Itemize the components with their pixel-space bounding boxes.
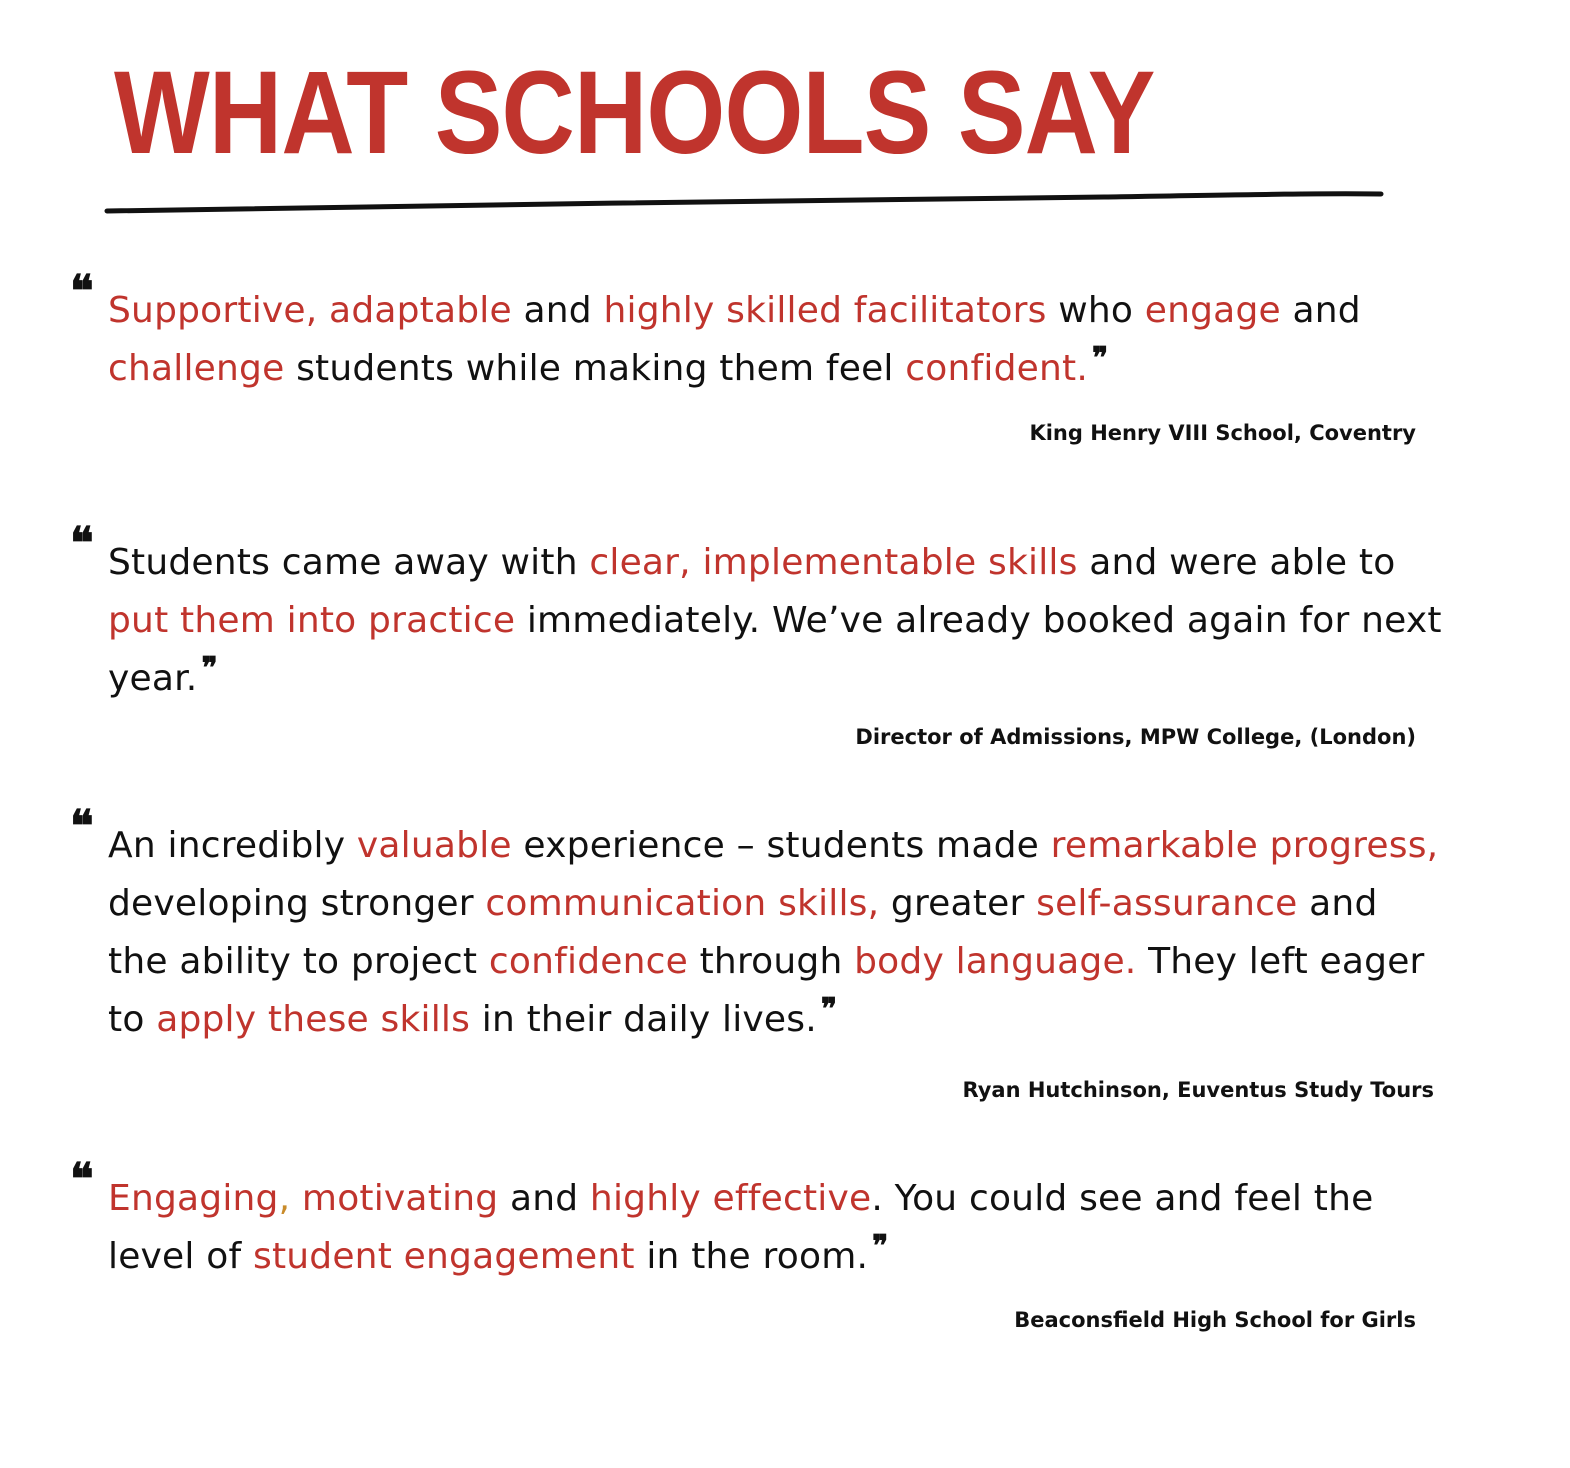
testimonial-4 xyxy=(68,1154,1448,1286)
highlight-text: student engagement xyxy=(253,1236,635,1277)
quote-segment: . You could see and feel the level of xyxy=(108,1178,1374,1277)
testimonial-3 xyxy=(68,801,1448,1049)
quote-segment: developing stronger xyxy=(108,883,486,924)
quote-segment: Students came away with xyxy=(108,542,590,583)
page-title: WHAT SCHOOLS SAY xyxy=(114,47,1155,179)
highlight-text: clear, implementable skills xyxy=(589,542,1078,583)
close-quote-icon: ❞ xyxy=(1091,341,1109,376)
highlight-text: , xyxy=(278,1178,291,1219)
quote-text xyxy=(70,518,1448,708)
quote-segment: and the ability to project xyxy=(108,883,1378,982)
quote-segment: experience – students made xyxy=(511,825,1051,866)
highlight-text: challenge xyxy=(108,348,285,389)
quote-segment: and xyxy=(498,1178,590,1219)
quote-segment: They left eager to xyxy=(108,941,1425,1040)
highlight-text: confident. xyxy=(905,348,1088,389)
highlight-text: valuable xyxy=(356,825,512,866)
highlight-text: body language. xyxy=(854,941,1137,982)
open-quote-icon: ❝ xyxy=(70,518,94,569)
quote-segment: in their daily lives. xyxy=(470,999,817,1040)
close-quote-icon: ❞ xyxy=(820,992,838,1027)
highlight-text: Supportive, adaptable xyxy=(108,290,512,331)
attribution-3: Ryan Hutchinson, Euventus Study Tours xyxy=(962,1078,1434,1102)
highlight-text: highly effective xyxy=(589,1178,872,1219)
highlight-text: put them into practice xyxy=(108,600,516,641)
quote-segment: greater xyxy=(879,883,1037,924)
highlight-text: Engaging xyxy=(108,1178,279,1219)
highlight-text: engage xyxy=(1144,290,1281,331)
quote-segment: who xyxy=(1046,290,1145,331)
quote-segment: students while making them feel xyxy=(284,348,906,389)
highlight-text: confidence xyxy=(488,941,688,982)
attribution-1: King Henry VIII School, Coventry xyxy=(1029,421,1416,445)
attribution-2: Director of Admissions, MPW College, (London) xyxy=(855,725,1416,749)
quote-segment: through xyxy=(687,941,855,982)
quote-text xyxy=(70,266,1448,398)
open-quote-icon: ❝ xyxy=(70,801,94,852)
highlight-text: apply these skills xyxy=(156,999,471,1040)
quote-text xyxy=(70,801,1448,1049)
quote-segment: An incredibly xyxy=(108,825,357,866)
open-quote-icon: ❝ xyxy=(70,266,94,317)
testimonial-2 xyxy=(68,518,1448,708)
highlight-text: motivating xyxy=(301,1178,499,1219)
quote-segment: and xyxy=(511,290,604,331)
quote-segment xyxy=(290,1178,302,1219)
testimonial-1 xyxy=(68,266,1448,398)
quote-segment: and xyxy=(1280,290,1361,331)
highlight-text: remarkable progress, xyxy=(1050,825,1439,866)
highlight-text: communication skills, xyxy=(485,883,880,924)
attribution-4: Beaconsfield High School for Girls xyxy=(1014,1308,1416,1332)
title-underline xyxy=(104,184,1394,224)
highlight-text: highly skilled facilitators xyxy=(603,290,1047,331)
close-quote-icon: ❞ xyxy=(201,651,218,686)
open-quote-icon: ❝ xyxy=(70,1154,94,1205)
quote-segment: and were able to xyxy=(1077,542,1396,583)
close-quote-icon: ❞ xyxy=(872,1229,889,1264)
quote-text xyxy=(70,1154,1448,1286)
quote-segment: immediately. We’ve already booked again for next year. xyxy=(108,600,1442,699)
highlight-text: self-assurance xyxy=(1036,883,1298,924)
quote-segment: in the room. xyxy=(634,1236,869,1277)
